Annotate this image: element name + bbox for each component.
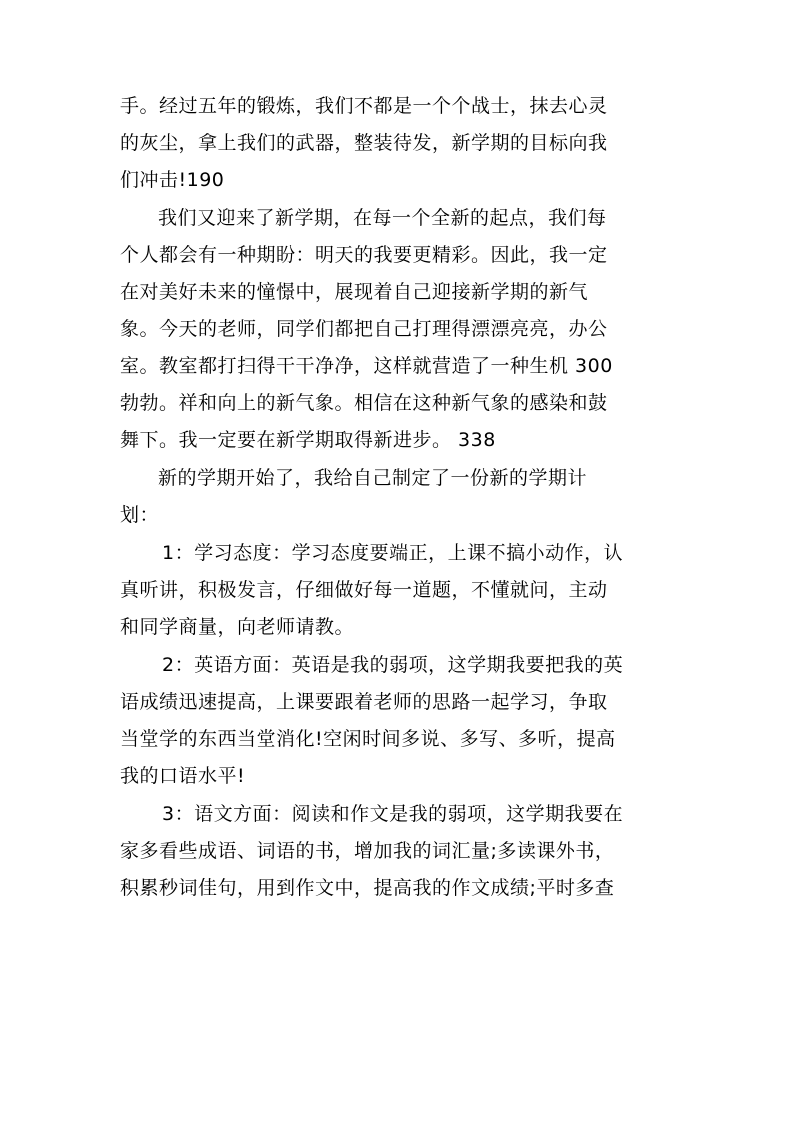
text-line: 当堂学的东西当堂消化!空闲时间多说、多写、多听，提高 bbox=[120, 728, 616, 750]
text-line: 个人都会有一种期盼：明天的我要更精彩。因此，我一定 bbox=[120, 244, 608, 266]
paragraph bbox=[120, 88, 680, 199]
paragraph bbox=[120, 535, 680, 646]
text-line: 1：学习态度：学习态度要端正，上课不搞小动作，认 bbox=[162, 542, 624, 564]
text-line: 真听讲，积极发言，仔细做好每一道题，不懂就问，主动 bbox=[120, 579, 608, 601]
text-line: 象。今天的老师，同学们都把自己打理得漂漂亮亮，办公 bbox=[120, 318, 608, 340]
text-line: 语成绩迅速提高，上课要跟着老师的思路一起学习，争取 bbox=[120, 691, 608, 713]
paragraph bbox=[120, 796, 680, 907]
text-line: 3：语文方面：阅读和作文是我的弱项，这学期我要在 bbox=[162, 803, 624, 825]
text-line: 室。教室都打扫得干干净净，这样就营造了一种生机 300 bbox=[120, 355, 613, 377]
text-line: 家多看些成语、词语的书，增加我的词汇量;多读课外书， bbox=[120, 840, 615, 862]
paragraph bbox=[120, 460, 680, 534]
text-line: 新的学期开始了，我给自己制定了一份新的学期计 bbox=[158, 467, 588, 489]
text-line: 我们又迎来了新学期，在每一个全新的起点，我们每 bbox=[158, 207, 607, 229]
text-line: 舞下。我一定要在新学期取得新进步。 338 bbox=[120, 429, 496, 451]
text-line: 划： bbox=[120, 504, 160, 526]
text-line: 积累秒词佳句，用到作文中，提高我的作文成绩;平时多查 bbox=[120, 877, 615, 899]
text-line: 2：英语方面：英语是我的弱项，这学期我要把我的英 bbox=[162, 654, 624, 676]
text-line: 手。经过五年的锻炼，我们不都是一个个战士，抹去心灵 bbox=[120, 95, 608, 117]
document-body bbox=[120, 88, 680, 907]
text-line: 的灰尘，拿上我们的武器，整装待发，新学期的目标向我 bbox=[120, 132, 608, 154]
text-line: 和同学商量，向老师请教。 bbox=[120, 616, 355, 638]
paragraph bbox=[120, 647, 680, 795]
text-line: 我的口语水平! bbox=[120, 765, 246, 787]
paragraph bbox=[120, 200, 680, 459]
text-line: 在对美好未来的憧憬中，展现着自己迎接新学期的新气 bbox=[120, 281, 589, 303]
text-line: 勃勃。祥和向上的新气象。相信在这种新气象的感染和鼓 bbox=[120, 392, 608, 414]
text-line: 们冲击!190 bbox=[120, 169, 225, 191]
